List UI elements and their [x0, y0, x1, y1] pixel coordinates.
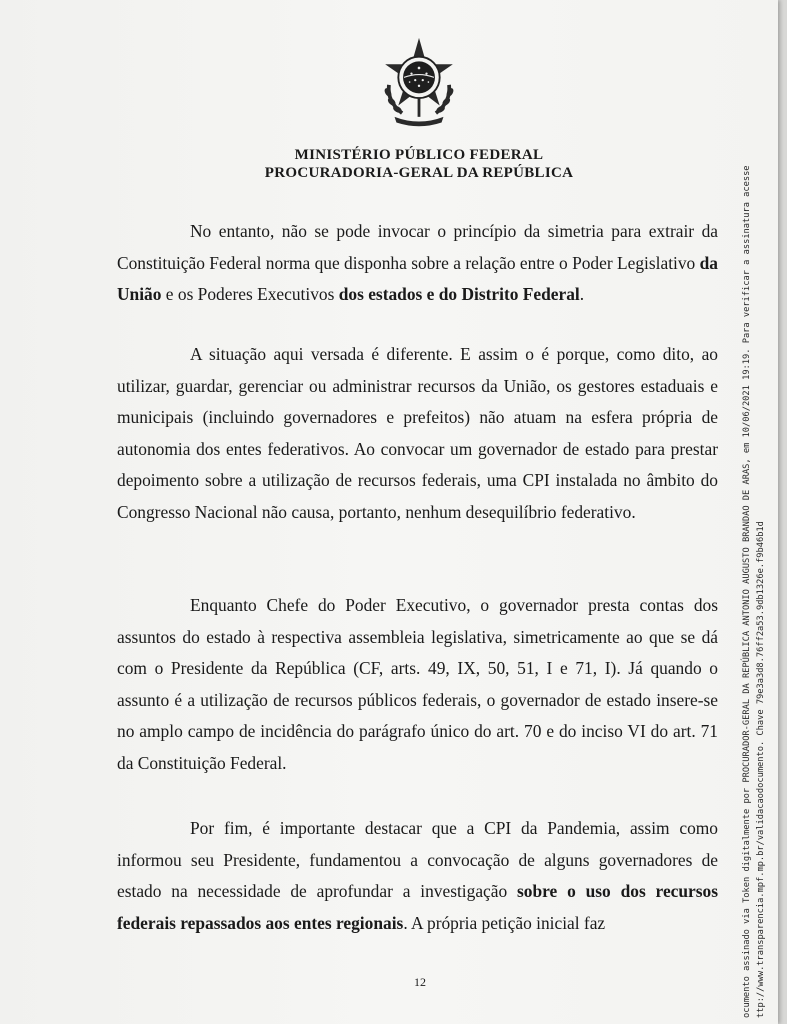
brasao-republica-icon: [372, 36, 466, 130]
text-run: Enquanto Chefe do Poder Executivo, o governador presta contas dos assuntos do estado à respectiva assembleia legislativa, simetricamente ao que se dá com o Presidente da República (CF, arts. 49, IX, 50, 51, I e 71, I). Já quando o assunto é a utilização de recursos públicos federais, o governador de estado insere-se no amplo campo de incidência do parágrafo único do art. 70 e do inciso VI do art. 71 da Constituição Federal.: [117, 595, 718, 773]
paragraph: [117, 339, 718, 529]
paragraph: [117, 813, 718, 939]
bold-text-run: sobre o uso dos recursos federais repassados aos entes regionais: [117, 881, 719, 933]
text-run: A situação aqui versada é diferente. E assim o é porque, como dito, ao utilizar, guardar, gerenciar ou administrar recursos da União, os gestores estaduais e municipais (incluindo governadores e prefeitos) não atuam na esfera própria de autonomia dos entes federativos. Ao convocar um governador de estado para prestar depoimento sobre a utilização de recursos federais, uma CPI instalada no âmbito do Congresso Nacional não causa, portanto, nenhum desequilíbrio federativo.: [117, 344, 718, 522]
text-run: No entanto, não se pode invocar o princípio da simetria para extrair da Constituição Federal norma que disponha sobre a relação entre o Poder Legislativo: [117, 221, 718, 273]
signature-stamp-line-1: ocumento assinado via Token digitalmente por PROCURADOR-GERAL DA REPÚBLICA ANTONIO AUGUSTO BRANDAO DE ARAS, em 10/06/2021 19:19. Para verificar a assinatura acesse: [742, 165, 752, 1018]
paragraph: [117, 216, 718, 311]
digital-signature-stamp: [740, 8, 768, 1018]
text-run: e os Poderes Executivos: [161, 284, 339, 305]
header-line-2: PROCURADORIA-GERAL DA REPÚBLICA: [264, 165, 574, 181]
header-line-1: MINISTÉRIO PÚBLICO FEDERAL: [294, 147, 544, 163]
bold-text-run: da União: [117, 252, 718, 305]
paragraph: [117, 590, 718, 780]
signature-stamp-line-2: ttp://www.transparencia.mpf.mp.br/validacaodocumento. Chave 79e3a3d8.76ff2a53.9db1326e.f9b46b1d: [756, 521, 766, 1018]
text-run: Por fim, é importante destacar que a CPI da Pandemia, assim como informou seu Presidente, fundamentou a convocação de alguns governadores de estado na necessidade de aprofundar a investigação: [117, 818, 718, 902]
bold-text-run: dos estados e do Distrito Federal: [338, 284, 580, 305]
text-run: . A própria petição inicial faz: [403, 912, 606, 933]
page-number: 12: [414, 975, 426, 989]
text-run: .: [579, 284, 585, 305]
